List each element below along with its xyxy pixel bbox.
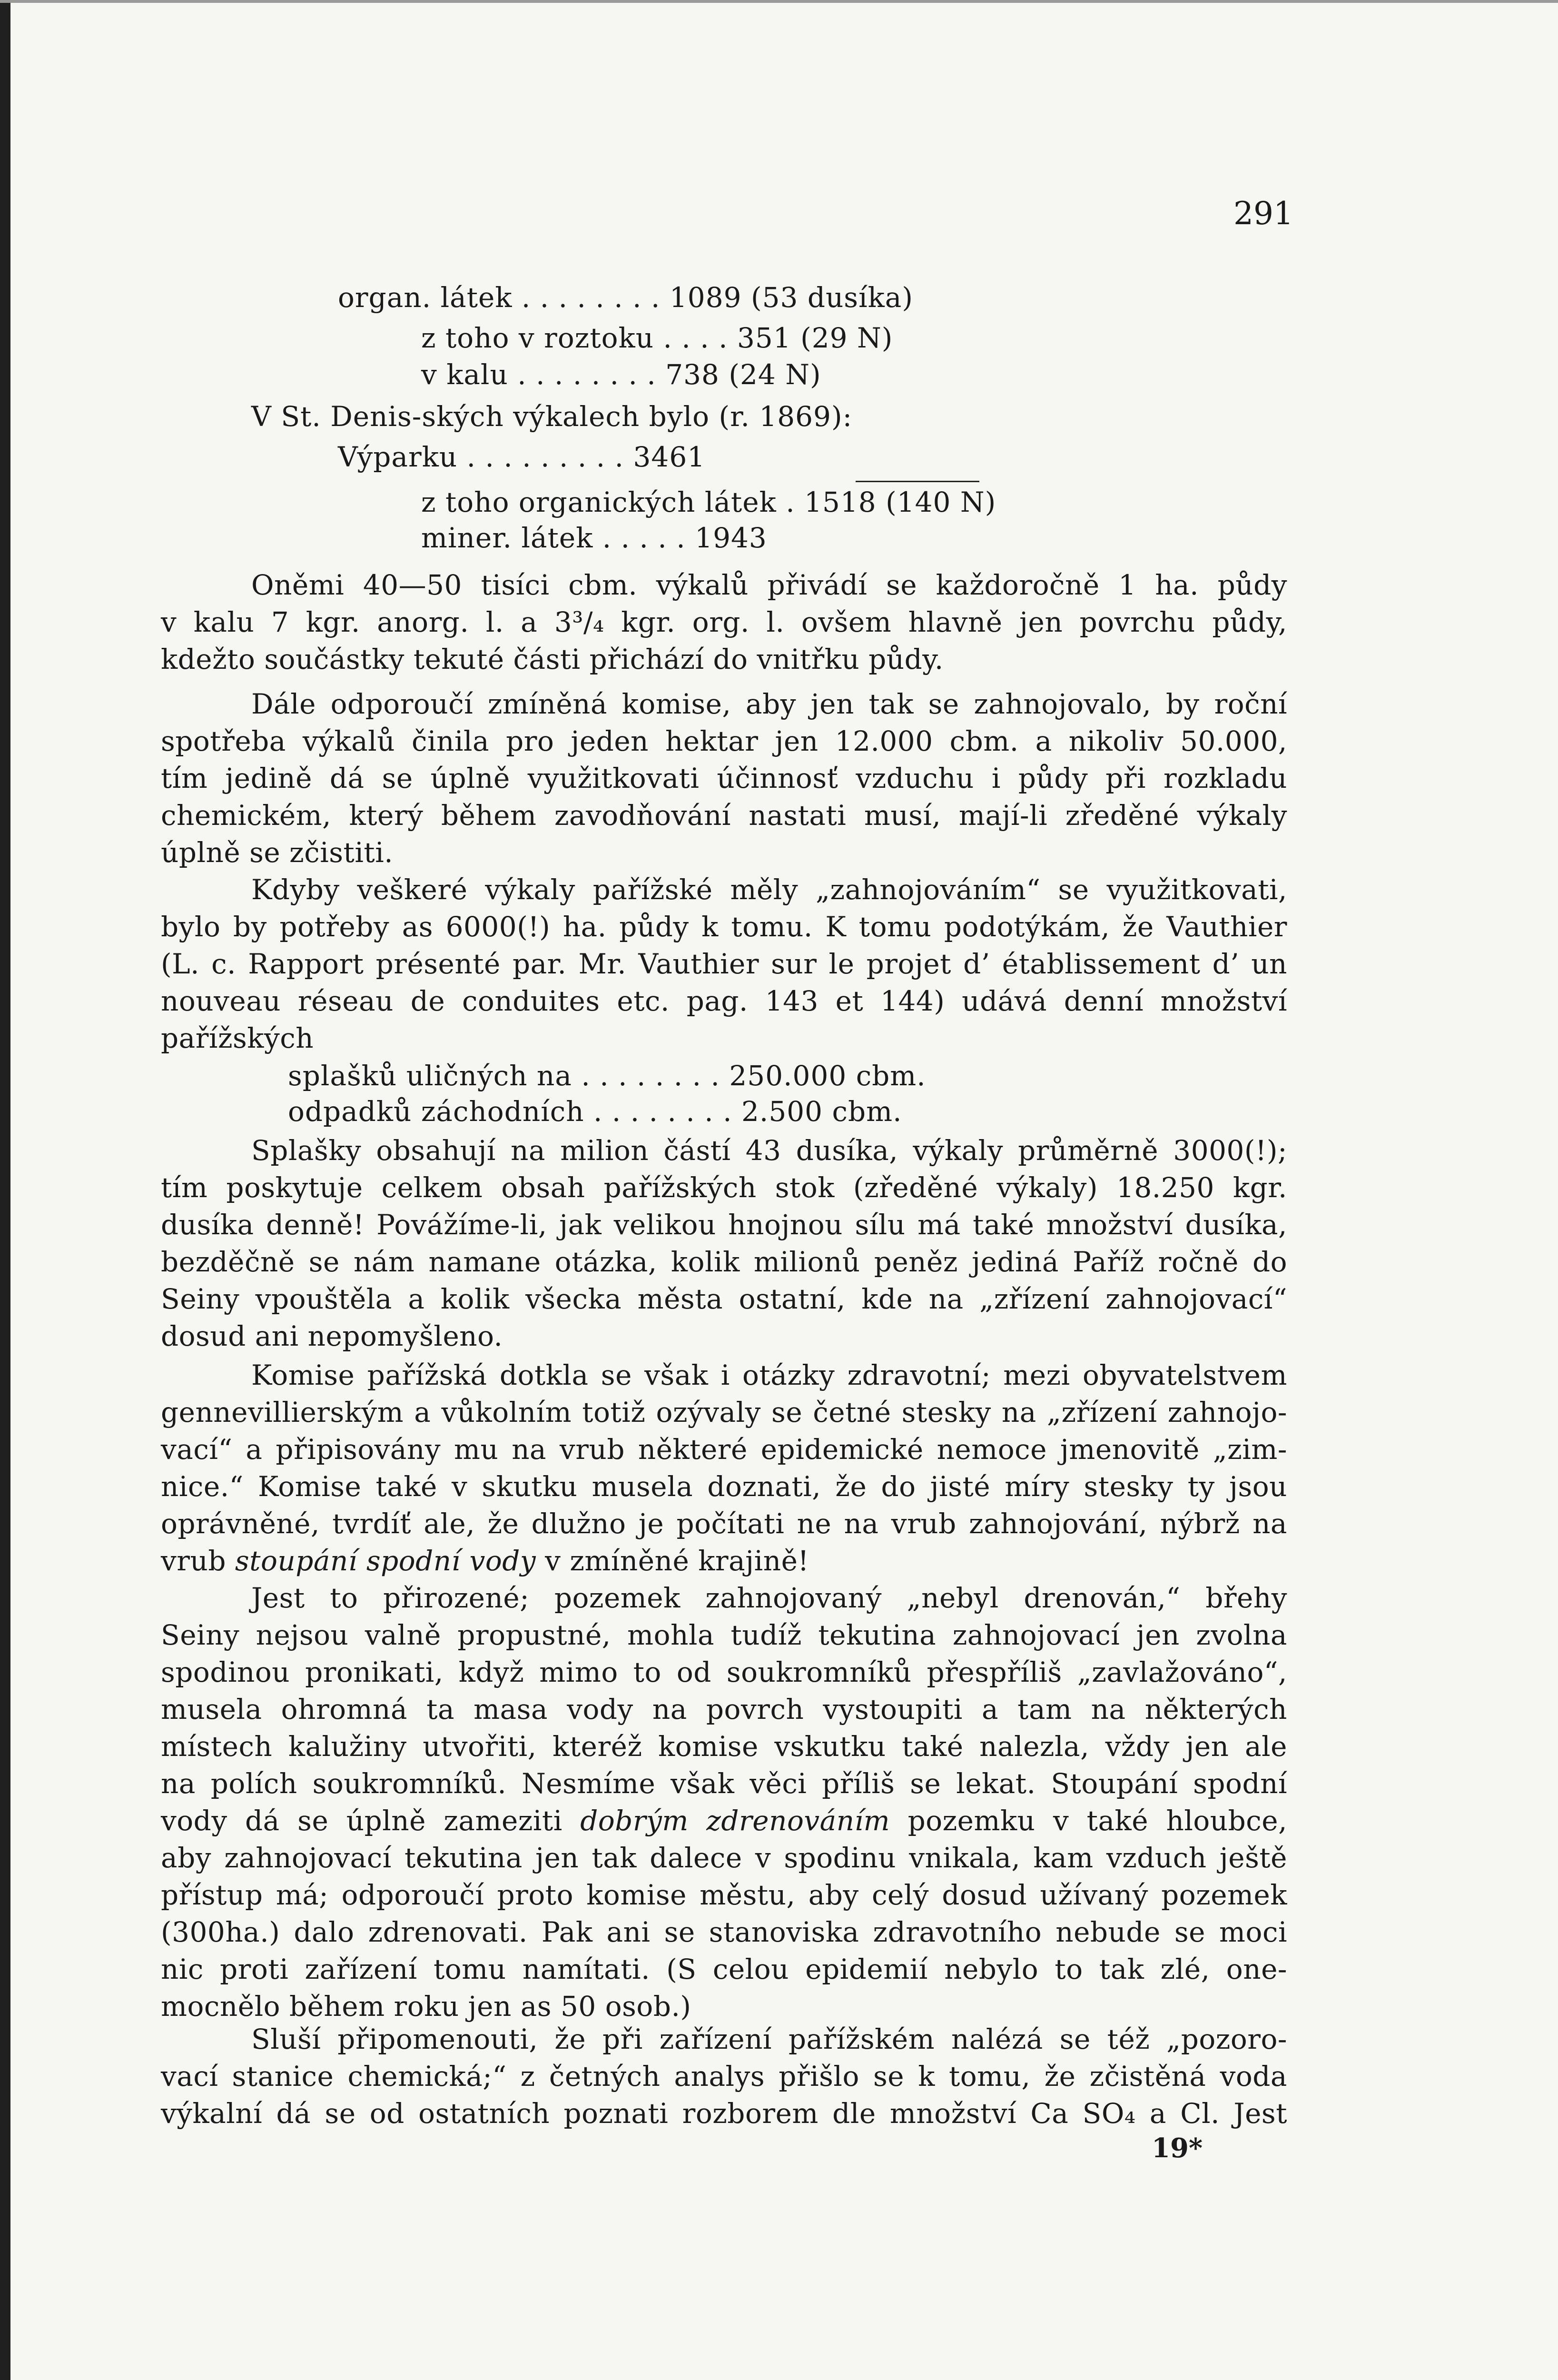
- text-line: přístup má; odporoučí proto komise městu, aby celý dosud užívaný pozemek: [161, 1879, 1287, 1911]
- paragraph: [161, 871, 1287, 1057]
- scan-edge-top: [0, 0, 1558, 3]
- text-line: Seiny vpouštěla a kolik všecka města ostatní, kde na „zřízení zahnojovací“: [161, 1283, 1287, 1315]
- text-line: Oněmi 40—50 tisíci cbm. výkalů přivádí se každoročně 1 ha. půdy: [251, 569, 1287, 601]
- text-line: vací“ a připisovány mu na vrub některé epidemické nemoce jmenovitě „zim-: [161, 1433, 1287, 1466]
- table-row: odpadků záchodních . . . . . . . . 2.500 cbm.: [288, 1095, 902, 1128]
- italic-phrase: stoupání spodní vody: [235, 1545, 536, 1577]
- text-line: dusíka denně! Povážíme-li, jak velikou hnojnou sílu má také množství dusíka,: [161, 1209, 1287, 1241]
- table-row: miner. látek . . . . . 1943: [421, 522, 767, 554]
- text-line: spodinou pronikati, když mimo to od soukromníků přespříliš „zavlažováno“,: [161, 1656, 1287, 1688]
- text-line: Seiny nejsou valně propustné, mohla tudíž tekutina zahnojovací jen zvolna: [161, 1619, 1287, 1651]
- text-line: mocnělo během roku jen as 50 osob.): [161, 1990, 691, 2023]
- text-line: Kdyby veškeré výkaly pařížské měly „zahnojováním“ se využitkovati,: [251, 873, 1287, 906]
- text-line: úplně se zčistiti.: [161, 836, 394, 869]
- text-line: chemickém, který během zavodňování nastati musí, mají-li zředěné výkaly: [161, 799, 1287, 832]
- text-line: v kalu 7 kgr. anorg. l. a 3³/₄ kgr. org. l. ovšem hlavně jen povrchu půdy,: [161, 606, 1287, 638]
- text-fragment: v zmíněné krajině!: [545, 1545, 809, 1577]
- text-line: (300ha.) dalo zdrenovati. Pak ani se stanoviska zdravotního nebude se moci: [161, 1916, 1287, 1948]
- table-row: z toho v roztoku . . . . 351 (29 N): [421, 322, 893, 354]
- page-number: 291: [1233, 195, 1293, 232]
- paragraph: [161, 566, 1287, 678]
- text-line: Komise pařížská dotkla se však i otázky zdravotní; mezi obyvatelstvem: [251, 1359, 1287, 1391]
- text-fragment: vody dá se úplně zameziti: [161, 1805, 562, 1837]
- table-row: v kalu . . . . . . . . 738 (24 N): [421, 358, 821, 391]
- text-line: musela ohromná ta masa vody na povrch vystoupiti a tam na některých: [161, 1693, 1287, 1726]
- table-row: z toho organických látek . 1518 (140 N): [421, 486, 996, 518]
- text-line: aby zahnojovací tekutina jen tak dalece v spodinu vnikala, kam vzduch ještě: [161, 1842, 1287, 1874]
- table-row: splašků uličných na . . . . . . . . 250.000 cbm.: [288, 1060, 926, 1092]
- text-line: spotřeba výkalů činila pro jeden hektar jen 12.000 cbm. a nikoliv 50.000,: [161, 725, 1287, 757]
- text-line: pařížských: [161, 1022, 314, 1054]
- text-line: nouveau réseau de conduites etc. pag. 143 et 144) udává denní množství: [161, 985, 1287, 1017]
- text-line: tím poskytuje celkem obsah pařížských stok (zředěné výkaly) 18.250 kgr.: [161, 1171, 1287, 1204]
- table-row: Výparku . . . . . . . . . 3461: [338, 441, 706, 473]
- text-line: kdežto součástky tekuté části přichází do vnitřku půdy.: [161, 643, 944, 675]
- text-line: nice.“ Komise také v skutku musela doznati, že do jisté míry stesky ty jsou: [161, 1470, 1287, 1503]
- table-row: organ. látek . . . . . . . . 1089 (53 dusíka): [338, 281, 913, 314]
- text-line: vací stanice chemická;“ z četných analys přišlo se k tomu, že zčistěná voda: [161, 2060, 1287, 2092]
- signature-mark: 19*: [1152, 2132, 1203, 2164]
- text-fragment: vrub: [161, 1545, 226, 1577]
- text-line: Dále odporoučí zmíněná komise, aby jen tak se zahnojovalo, by roční: [251, 688, 1287, 720]
- paragraph: [161, 685, 1287, 871]
- text-line: nic proti zařízení tomu namítati. (S celou epidemií nebylo to tak zlé, one-: [161, 1953, 1287, 1985]
- text-line: [161, 1802, 1287, 1839]
- paragraph: [161, 1579, 1287, 2025]
- text-line: na polích soukromníků. Nesmíme však věci příliš se lekat. Stoupání spodní: [161, 1767, 1287, 1800]
- text-line: Jest to přirozené; pozemek zahnojovaný „nebyl drenován,“ břehy: [251, 1582, 1287, 1614]
- text-line: výkalní dá se od ostatních poznati rozborem dle množství Ca SO₄ a Cl. Jest: [161, 2097, 1287, 2130]
- section-heading: V St. Denis-ských výkalech bylo (r. 1869):: [251, 400, 853, 433]
- text-line: tím jedině dá se úplně využitkovati účinnosť vzduchu i půdy při rozkladu: [161, 762, 1287, 794]
- paragraph: [161, 1132, 1287, 1355]
- text-line: (L. c. Rapport présenté par. Mr. Vauthier sur le projet d’ établissement d’ un: [161, 948, 1287, 980]
- paragraph: [161, 1357, 1287, 1579]
- text-line: Sluší připomenouti, že při zařízení pařížském nalézá se též „pozoro-: [251, 2023, 1287, 2055]
- text-line: dosud ani nepomyšleno.: [161, 1320, 503, 1352]
- paragraph: [161, 2021, 1287, 2132]
- italic-phrase: dobrým zdrenováním: [580, 1805, 890, 1837]
- sum-rule: [856, 481, 979, 482]
- text-line: bezděčně se nám namane otázka, kolik milionů peněz jediná Paříž ročně do: [161, 1246, 1287, 1278]
- text-line: oprávněné, tvrdíť ale, že dlužno je počítati ne na vrub zahnojování, nýbrž na: [161, 1507, 1287, 1540]
- text-line: [161, 1542, 1287, 1579]
- text-fragment: pozemku v také hloubce,: [907, 1805, 1288, 1837]
- scan-edge: [0, 0, 10, 2380]
- text-line: bylo by potřeby as 6000(!) ha. půdy k tomu. K tomu podotýkám, že Vauthier: [161, 911, 1287, 943]
- text-line: místech kalužiny utvořiti, kteréž komise vskutku také nalezla, vždy jen ale: [161, 1730, 1287, 1763]
- text-line: Splašky obsahují na milion částí 43 dusíka, výkaly průměrně 3000(!);: [251, 1134, 1287, 1167]
- text-line: gennevillierským a vůkolním totiž ozývaly se četné stesky na „zřízení zahnojo-: [161, 1396, 1287, 1428]
